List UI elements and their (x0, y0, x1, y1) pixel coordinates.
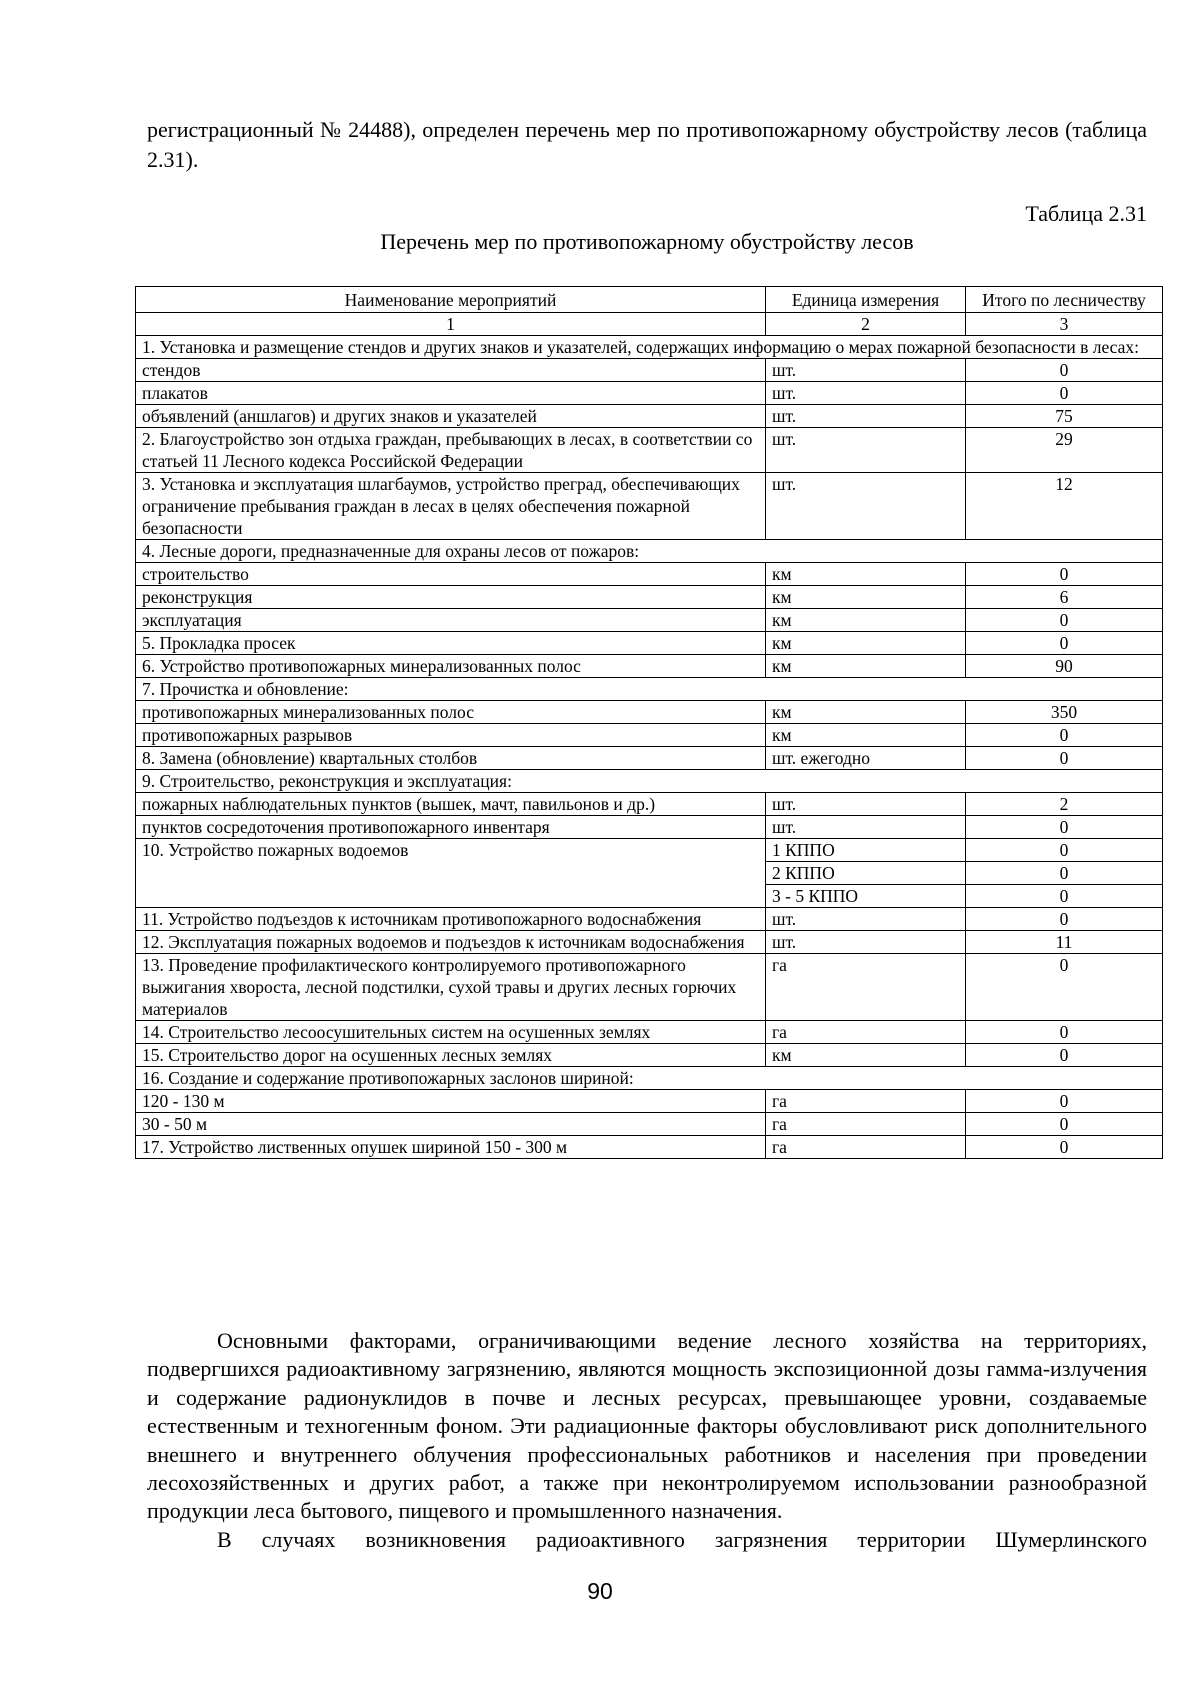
measure-name: 3. Установка и эксплуатация шлагбаумов, устройство преград, обеспечивающих ограничение пребывания граждан в лесах в целях обеспечения пожарной безопасности (136, 473, 766, 540)
table-row (136, 382, 1163, 405)
measure-name: 13. Проведение профилактического контролируемого противопожарного выжигания хвороста, лесной подстилки, сухой травы и других лесных горючих материалов (136, 954, 766, 1021)
table-section-row (136, 678, 1163, 701)
measure-total: 0 (966, 908, 1163, 931)
body-paragraph: В случаях возникновения радиоактивного загрязнения территории Шумерлинского (217, 1526, 1147, 1552)
measure-unit: 2 КППО (766, 862, 966, 885)
measure-name: 12. Эксплуатация пожарных водоемов и подъездов к источникам водоснабжения (136, 931, 766, 954)
measure-unit: га (766, 1136, 966, 1159)
column-number: 3 (966, 313, 1163, 336)
page-number: 90 (587, 1578, 613, 1604)
table-row (136, 1044, 1163, 1067)
body-paragraph: Основными факторами, ограничивающими ведение лесного хозяйства на территориях, подвергшихся радиоактивному загрязнению, являются мощность экспозиционной дозы гамма-излучения и содержание радионуклидов в почве и лесных ресурсах, превышающее уровни, создаваемые естественным и техногенным фоном. Эти радиационные факторы обусловливают риск дополнительного внешнего и внутреннего облучения профессиональных работников и населения при проведении лесохозяйственных и других работ, а также при неконтролируемом использовании разнообразной продукции леса бытового, пищевого и промышленного назначения. (147, 1328, 1147, 1524)
table-row (136, 655, 1163, 678)
measure-unit: км (766, 655, 966, 678)
measure-name: противопожарных минерализованных полос (136, 701, 766, 724)
measure-total: 90 (966, 655, 1163, 678)
measure-unit: 1 КППО (766, 839, 966, 862)
measure-name: 120 - 130 м (136, 1090, 766, 1113)
measure-total: 0 (966, 862, 1163, 885)
header-total: Итого по лесничеству (966, 287, 1163, 313)
measure-total: 0 (966, 747, 1163, 770)
measure-total: 6 (966, 586, 1163, 609)
measure-total: 2 (966, 793, 1163, 816)
measure-total: 0 (966, 1021, 1163, 1044)
table-row (136, 563, 1163, 586)
measure-unit: га (766, 1113, 966, 1136)
table-body (136, 287, 1163, 1159)
table-row (136, 816, 1163, 839)
table-header-row (136, 287, 1163, 313)
header-unit: Единица измерения (766, 287, 966, 313)
table-number: Таблица 2.31 (1025, 201, 1147, 226)
measure-total: 0 (966, 954, 1163, 1021)
measure-unit: шт. ежегодно (766, 747, 966, 770)
measure-total: 0 (966, 382, 1163, 405)
measure-total: 0 (966, 1136, 1163, 1159)
measure-name: 10. Устройство пожарных водоемов (136, 839, 766, 908)
measure-name: 6. Устройство противопожарных минерализованных полос (136, 655, 766, 678)
table-row (136, 1090, 1163, 1113)
table-row (136, 359, 1163, 382)
measure-name: 2. Благоустройство зон отдыха граждан, пребывающих в лесах, в соответствии со статьей 11 Лесного кодекса Российской Федерации (136, 428, 766, 473)
measure-name: стендов (136, 359, 766, 382)
measure-unit: шт. (766, 908, 966, 931)
measure-name: 8. Замена (обновление) квартальных столбов (136, 747, 766, 770)
measure-name: строительство (136, 563, 766, 586)
measure-total: 0 (966, 563, 1163, 586)
measure-unit: шт. (766, 816, 966, 839)
measure-total: 11 (966, 931, 1163, 954)
measure-unit: га (766, 954, 966, 1021)
header-measure-name: Наименование мероприятий (136, 287, 766, 313)
measure-total: 0 (966, 1113, 1163, 1136)
intro-paragraph: регистрационный № 24488), определен перечень мер по противопожарному обустройству лесов (таблица 2.31). (147, 117, 1147, 172)
measure-name: противопожарных разрывов (136, 724, 766, 747)
table-row (136, 632, 1163, 655)
measure-unit: шт. (766, 793, 966, 816)
measure-name: плакатов (136, 382, 766, 405)
table-row (136, 701, 1163, 724)
measure-unit: км (766, 632, 966, 655)
measure-unit: шт. (766, 382, 966, 405)
section-title: 9. Строительство, реконструкция и эксплуатация: (136, 770, 1163, 793)
table-title: Перечень мер по противопожарному обустройству лесов (380, 229, 914, 254)
measure-name: 5. Прокладка просек (136, 632, 766, 655)
measure-total: 0 (966, 632, 1163, 655)
table-section-row (136, 540, 1163, 563)
section-title: 7. Прочистка и обновление: (136, 678, 1163, 701)
measure-total: 0 (966, 724, 1163, 747)
measure-total: 0 (966, 1090, 1163, 1113)
table-row (136, 908, 1163, 931)
measure-name: пожарных наблюдательных пунктов (вышек, мачт, павильонов и др.) (136, 793, 766, 816)
measure-unit: 3 - 5 КППО (766, 885, 966, 908)
measure-unit: км (766, 1044, 966, 1067)
table-row (136, 473, 1163, 540)
measure-unit: км (766, 586, 966, 609)
table-row (136, 405, 1163, 428)
fire-measures-table (135, 286, 1163, 1159)
table-row (136, 1113, 1163, 1136)
measure-total: 350 (966, 701, 1163, 724)
section-title: 4. Лесные дороги, предназначенные для охраны лесов от пожаров: (136, 540, 1163, 563)
table-row (136, 428, 1163, 473)
table-row (136, 609, 1163, 632)
table-row (136, 954, 1163, 1021)
section-title: 16. Создание и содержание противопожарных заслонов шириной: (136, 1067, 1163, 1090)
measure-total: 75 (966, 405, 1163, 428)
table-row (136, 1021, 1163, 1044)
table-section-row (136, 770, 1163, 793)
measure-total: 0 (966, 359, 1163, 382)
column-number: 2 (766, 313, 966, 336)
measure-total: 12 (966, 473, 1163, 540)
table-row (136, 1136, 1163, 1159)
measure-total: 0 (966, 609, 1163, 632)
measure-unit: км (766, 701, 966, 724)
measure-unit: км (766, 609, 966, 632)
measure-name: 30 - 50 м (136, 1113, 766, 1136)
measure-name: эксплуатация (136, 609, 766, 632)
table-row (136, 586, 1163, 609)
measure-unit: га (766, 1090, 966, 1113)
measure-name: объявлений (аншлагов) и других знаков и указателей (136, 405, 766, 428)
measure-unit: шт. (766, 931, 966, 954)
measure-unit: км (766, 563, 966, 586)
column-number: 1 (136, 313, 766, 336)
body-text (147, 1327, 1147, 1554)
measure-name: 15. Строительство дорог на осушенных лесных землях (136, 1044, 766, 1067)
measure-unit: км (766, 724, 966, 747)
measure-total: 29 (966, 428, 1163, 473)
measure-unit: шт. (766, 405, 966, 428)
measure-name: пунктов сосредоточения противопожарного инвентаря (136, 816, 766, 839)
measure-name: реконструкция (136, 586, 766, 609)
section-title: 1. Установка и размещение стендов и других знаков и указателей, содержащих информацию о мерах пожарной безопасности в лесах: (136, 336, 1163, 359)
table-section-row (136, 1067, 1163, 1090)
table-row (136, 931, 1163, 954)
measure-total: 0 (966, 816, 1163, 839)
table-row (136, 724, 1163, 747)
measure-name: 17. Устройство лиственных опушек шириной 150 - 300 м (136, 1136, 766, 1159)
measure-total: 0 (966, 1044, 1163, 1067)
measure-unit: шт. (766, 473, 966, 540)
measure-total: 0 (966, 839, 1163, 862)
measure-unit: шт. (766, 428, 966, 473)
measure-unit: га (766, 1021, 966, 1044)
measure-name: 14. Строительство лесоосушительных систем на осушенных землях (136, 1021, 766, 1044)
measure-total: 0 (966, 885, 1163, 908)
table-row (136, 839, 1163, 862)
table-row (136, 793, 1163, 816)
table-section-row (136, 336, 1163, 359)
column-number-row (136, 313, 1163, 336)
measure-unit: шт. (766, 359, 966, 382)
measure-name: 11. Устройство подъездов к источникам противопожарного водоснабжения (136, 908, 766, 931)
table-row (136, 747, 1163, 770)
